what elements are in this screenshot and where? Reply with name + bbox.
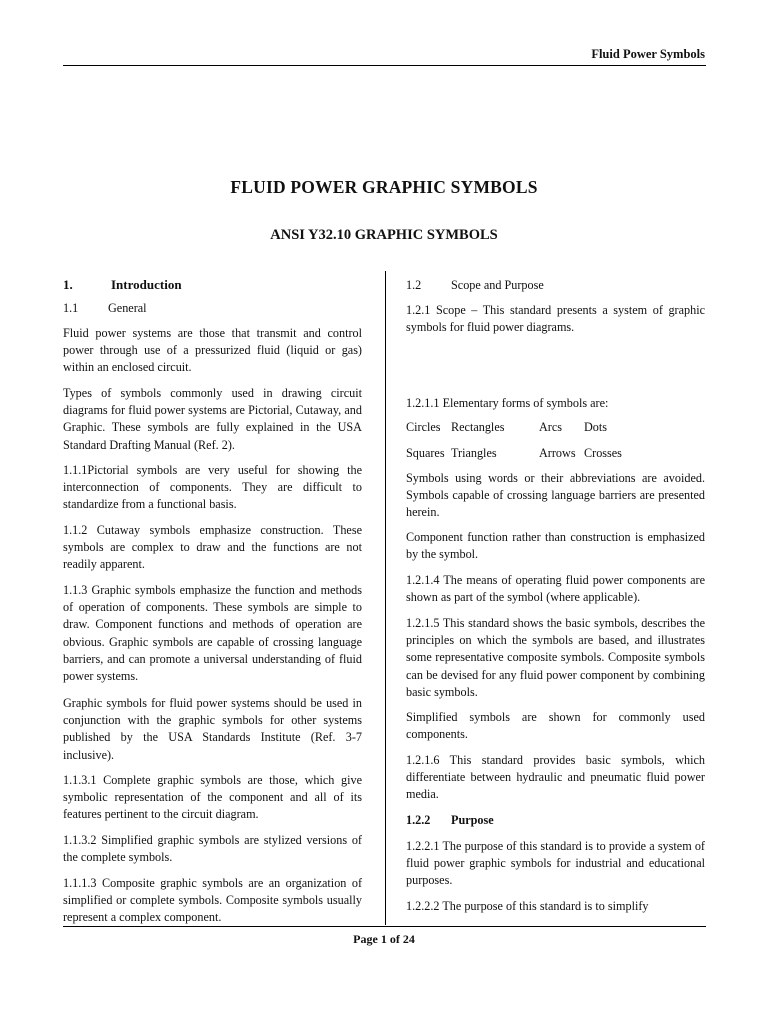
- paragraph-1-2-1-4: 1.2.1.4 The means of operating fluid power components are shown as part of the symbol (where applicable).: [406, 573, 705, 605]
- paragraph-1-1-3: 1.1.3 Graphic symbols emphasize the function and methods of operation of components. These symbols are simple to draw. Component functions and methods of operation are obvious. Graphic symbols are capable of crossing language barriers, and can promote a universal understanding of fluid power systems.: [63, 583, 362, 684]
- subsection-number: 1.1: [63, 301, 79, 315]
- section-heading-introduction: [63, 276, 362, 293]
- paragraph-1-1-3-1: 1.1.3.1 Complete graphic symbols are those, which give symbolic representation of the component and all of its features pertinent to the circuit diagram.: [63, 773, 362, 822]
- subsection-title: Purpose: [451, 813, 494, 827]
- paragraph-graphic-symbols-usage: Graphic symbols for fluid power systems should be used in conjunction with the graphic symbols for other systems published by the USA Standards Institute (Ref. 3-7 inclusive).: [63, 696, 362, 762]
- table-cell: Triangles: [451, 446, 497, 460]
- table-cell: Rectangles: [451, 420, 505, 434]
- header-rule: [63, 65, 706, 66]
- subsection-title: Scope and Purpose: [451, 278, 544, 292]
- table-cell: Squares: [406, 446, 445, 460]
- paragraph-1-2-1-1: 1.2.1.1 Elementary forms of symbols are:: [406, 396, 609, 410]
- paragraph-1-2-2-2: 1.2.2.2 The purpose of this standard is to simplify: [406, 899, 649, 913]
- subsection-heading-purpose: [406, 812, 705, 829]
- paragraph-1-1-1: 1.1.1Pictorial symbols are very useful for showing the interconnection of components. They are difficult to standardize from a functional basis.: [63, 463, 362, 512]
- subsection-heading-scope-purpose: [406, 277, 705, 294]
- paragraph-words-avoided: Symbols using words or their abbreviations are avoided. Symbols capable of crossing language barriers are presented herein.: [406, 471, 705, 520]
- running-header: Fluid Power Symbols: [591, 47, 705, 61]
- document-title: FLUID POWER GRAPHIC SYMBOLS: [230, 177, 538, 197]
- paragraph-component-function: Component function rather than construction is emphasized by the symbol.: [406, 530, 705, 562]
- table-row: [406, 445, 705, 462]
- paragraph-1-1-3-2: 1.1.3.2 Simplified graphic symbols are stylized versions of the complete symbols.: [63, 833, 362, 865]
- table-cell: Crosses: [584, 446, 622, 460]
- paragraph-1-1-2: 1.1.2 Cutaway symbols emphasize construction. These symbols are complex to draw and the functions are not readily apparent.: [63, 523, 362, 572]
- paragraph-types-of-symbols: Types of symbols commonly used in drawing circuit diagrams for fluid power systems are Pictorial, Cutaway, and Graphic. These symbols are fully explained in the USA Standard Drafting Manual (Ref. 2).: [63, 386, 362, 452]
- document-subtitle: ANSI Y32.10 GRAPHIC SYMBOLS: [270, 227, 498, 243]
- paragraph-1-2-1: 1.2.1 Scope – This standard presents a system of graphic symbols for fluid power diagrams.: [406, 303, 705, 335]
- paragraph-1-2-1-5: 1.2.1.5 This standard shows the basic symbols, describes the principles on which the symbols are based, and illustrates some representative composite symbols. Composite symbols can be devised for any fluid power component by combining basic symbols.: [406, 616, 705, 699]
- paragraph-1-1-1-3: 1.1.1.3 Composite graphic symbols are an organization of simplified or complete symbols. Composite symbols usually represent a complex component.: [63, 876, 362, 925]
- section-number: 1.: [63, 277, 73, 292]
- subsection-number: 1.2: [406, 278, 422, 292]
- subsection-number: 1.2.2: [406, 813, 431, 827]
- page-number: Page 1 of 24: [353, 932, 415, 946]
- column-divider: [385, 271, 386, 925]
- subsection-title: General: [108, 301, 147, 315]
- table-cell: Circles: [406, 420, 441, 434]
- table-cell: Arrows: [539, 446, 576, 460]
- table-row: [406, 419, 705, 436]
- table-cell: Dots: [584, 420, 608, 434]
- section-title: Introduction: [111, 277, 182, 292]
- paragraph-simplified-symbols: Simplified symbols are shown for commonly used components.: [406, 710, 705, 742]
- paragraph-fluid-power-systems: Fluid power systems are those that transmit and control power through use of a pressurized fluid (liquid or gas) within an enclosed circuit.: [63, 326, 362, 375]
- paragraph-1-2-2-1: 1.2.2.1 The purpose of this standard is to provide a system of fluid power graphic symbols for industrial and educational purposes.: [406, 839, 705, 888]
- subsection-heading-general: [63, 300, 362, 317]
- paragraph-1-2-1-6: 1.2.1.6 This standard provides basic symbols, which differentiate between hydraulic and pneumatic fluid power media.: [406, 753, 705, 802]
- table-cell: Arcs: [539, 420, 563, 434]
- footer-rule: [63, 926, 706, 927]
